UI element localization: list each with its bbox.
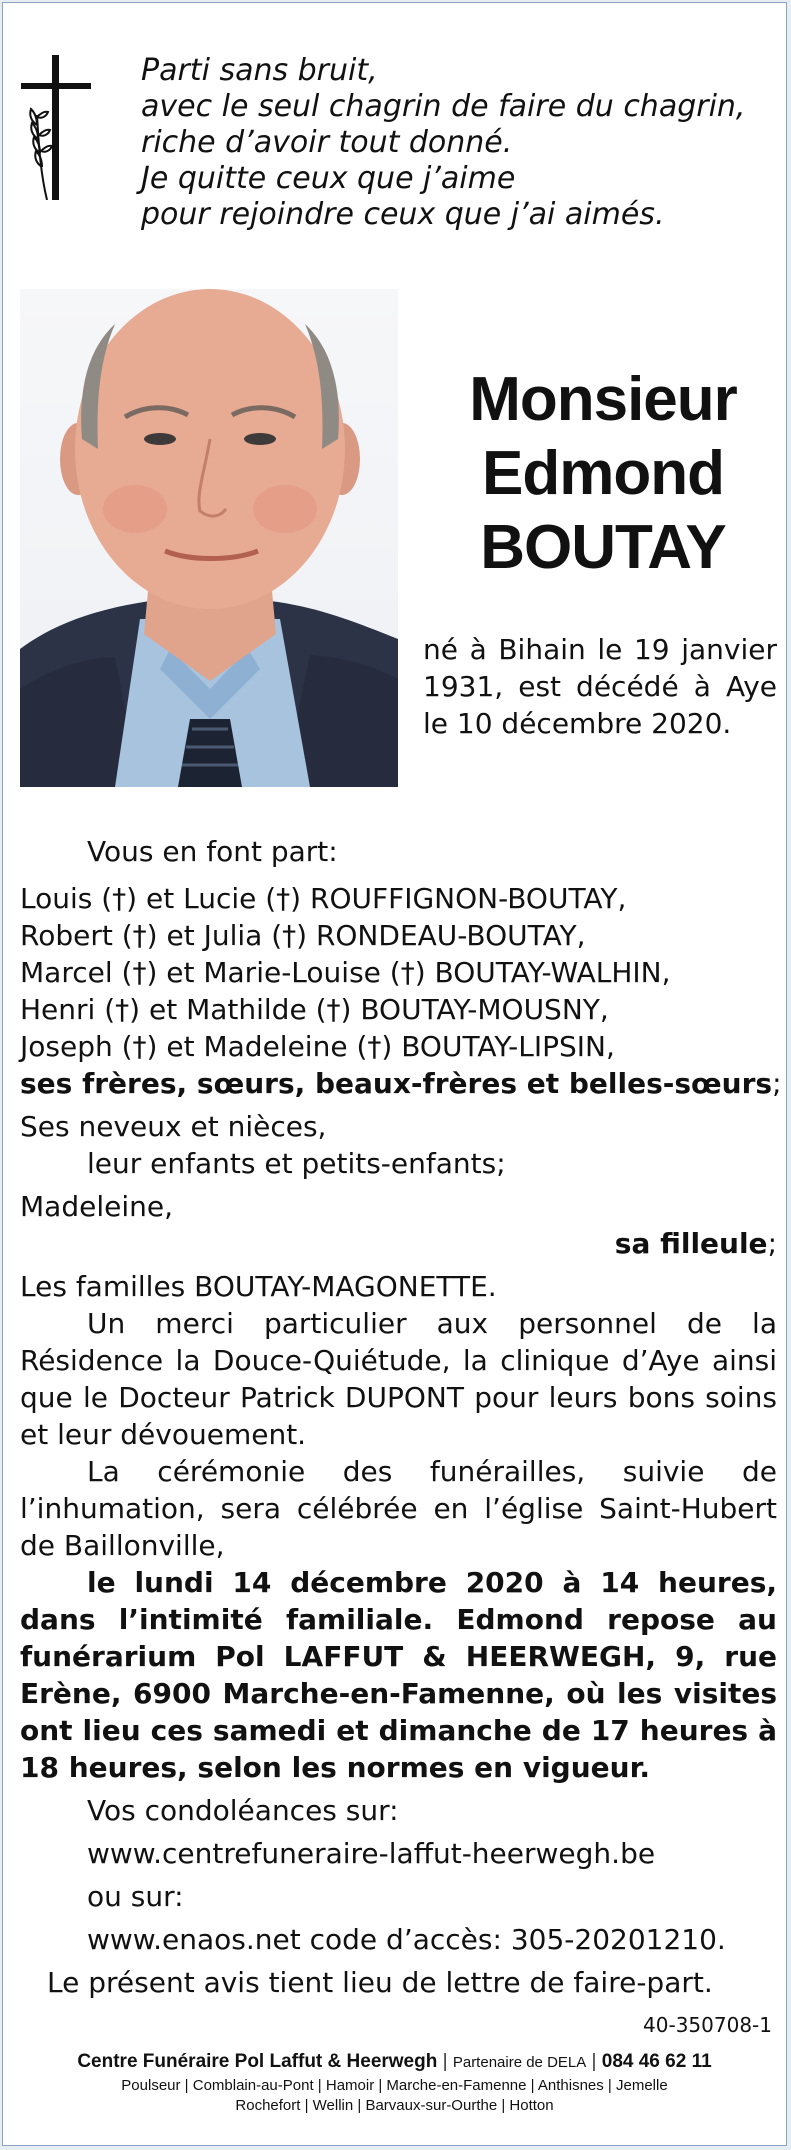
madeleine-line: Madeleine, (20, 1190, 173, 1223)
poem-line: pour rejoindre ceux que j’ai aimés. (141, 197, 665, 232)
or-line: ou sur: (87, 1880, 184, 1913)
name-first: Edmond (482, 439, 724, 508)
separator: | (442, 2051, 448, 2072)
nephews-children-line: leur enfants et petits-enfants; (87, 1147, 506, 1180)
thanks-paragraph: Un merci particulier aux personnel de la Résidence la Douce-Quiétude, la clinique d’Aye ainsi que le Docteur Patrick DUPONT pour leurs bons soins et leur dévouement. (20, 1307, 777, 1451)
birth-death-text: né à Bihain le 19 janvier 1931, est décédé à Aye le 10 décembre 2020. (423, 633, 777, 740)
website-link-1[interactable]: www.centrefuneraire-laffut-heerwegh.be (87, 1837, 656, 1870)
list-item: Marcel (†) et Marie-Louise (†) BOUTAY-WALHIN, (20, 956, 671, 989)
nephews-line: Ses neveux et nièces, (20, 1110, 327, 1143)
punctuation: ; (772, 1067, 782, 1100)
siblings-list (20, 880, 777, 1065)
deceased-name (423, 363, 783, 585)
footer-main-line (3, 2049, 786, 2076)
company-name: Centre Funéraire Pol Laffut & Heerwegh (77, 2051, 438, 2072)
notice-line: Le présent avis tient lieu de lettre de faire-part. (47, 1966, 713, 1999)
obituary-card (2, 2, 787, 2146)
name-title: Monsieur (469, 365, 737, 434)
announcement-body (20, 833, 782, 2001)
ceremony-paragraph: La cérémonie des funérailles, suivie de l’inhumation, sera célébrée en l’église Saint-Hubert de Baillonville, (20, 1455, 777, 1562)
portrait-photo (20, 289, 398, 787)
phone-number: 084 46 62 11 (601, 2051, 712, 2072)
separator: | (591, 2051, 597, 2072)
name-last: BOUTAY (480, 513, 726, 582)
filleule-line (20, 1225, 777, 1262)
locations-line-2: Rochefort | Wellin | Barvaux-sur-Ourthe | Hotton (235, 2097, 554, 2114)
footer (3, 2049, 786, 2116)
punctuation: ; (767, 1227, 777, 1260)
intro-text: Vous en font part: (87, 835, 338, 868)
ceremony-details: le lundi 14 décembre 2020 à 14 heures, dans l’intimité familiale. Edmond repose au funérarium Pol LAFFUT & HEERWEGH, 9, rue Erène, 6900 Marche-en-Famenne, où les visites ont lieu ces samedi et dimanche de 17 heures à 18 heures, selon les normes en vigueur. (20, 1566, 777, 1784)
list-item: Joseph (†) et Madeleine (†) BOUTAY-LIPSIN, (20, 1030, 615, 1063)
cross-with-wheat-icon (21, 55, 91, 200)
poem-line: Je quitte ceux que j’aime (141, 161, 516, 196)
filleule-role: sa filleule (614, 1227, 768, 1260)
condolences-line: Vos condoléances sur: (87, 1794, 399, 1827)
siblings-role: ses frères, sœurs, beaux-frères et belles-sœurs (20, 1067, 773, 1100)
list-item: Louis (†) et Lucie (†) ROUFFIGNON-BOUTAY, (20, 882, 627, 915)
list-item: Henri (†) et Mathilde (†) BOUTAY-MOUSNY, (20, 993, 609, 1026)
families-line: Les familles BOUTAY-MAGONETTE. (20, 1270, 497, 1303)
poem-line: avec le seul chagrin de faire du chagrin, (141, 89, 746, 124)
reference-number: 40-350708-1 (643, 2013, 772, 2037)
poem-line: riche d’avoir tout donné. (141, 125, 513, 160)
partner-text: Partenaire de DELA (452, 2054, 587, 2071)
siblings-role-line (20, 1065, 782, 1102)
poem-line: Parti sans bruit, (141, 53, 378, 88)
poem (141, 53, 745, 233)
list-item: Robert (†) et Julia (†) RONDEAU-BOUTAY, (20, 919, 586, 952)
locations-line-1: Poulseur | Comblain-au-Pont | Hamoir | Marche-en-Famenne | Anthisnes | Jemelle (121, 2077, 668, 2094)
website-link-2[interactable]: www.enaos.net code d’accès: 305-20201210. (87, 1923, 726, 1956)
